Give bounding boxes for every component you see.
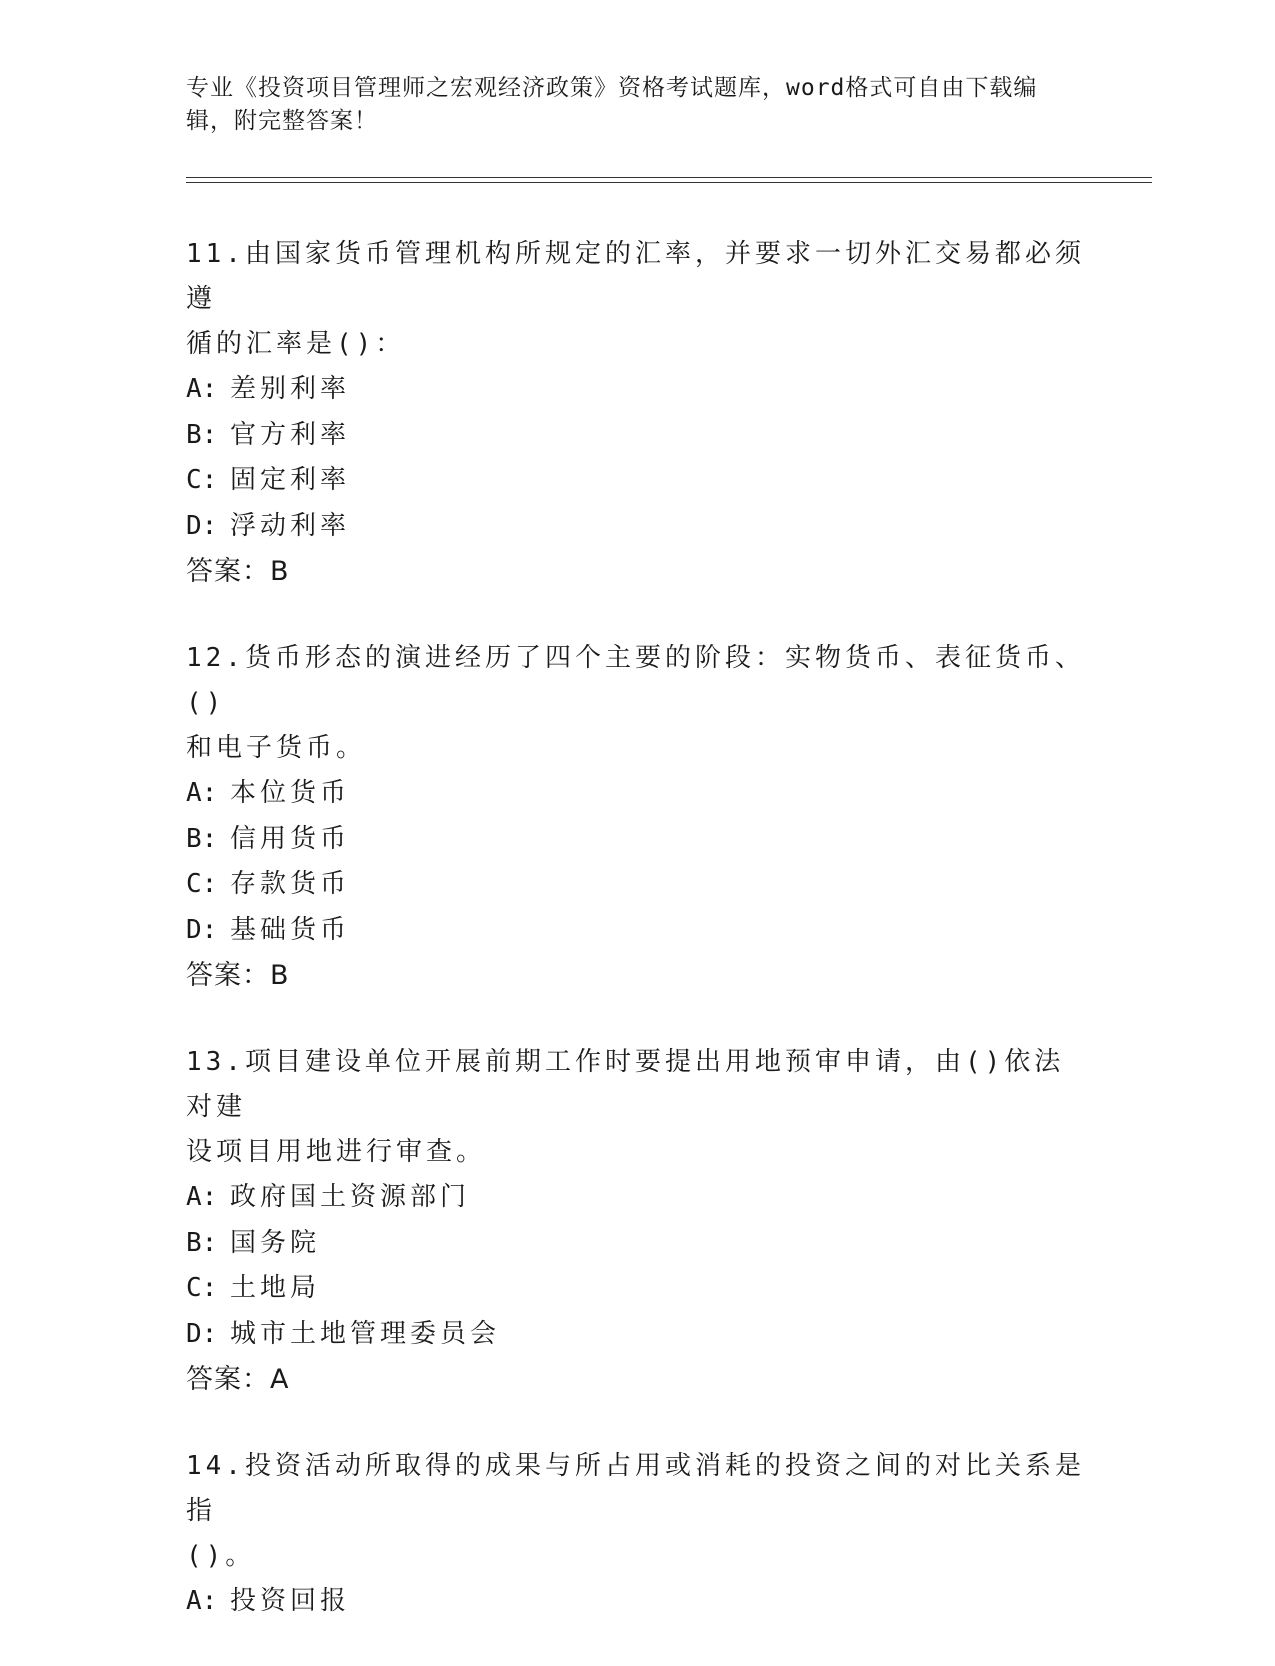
answer: 答案：B	[186, 556, 290, 587]
option-text: 存款货币	[230, 869, 351, 899]
question-11	[186, 232, 1086, 595]
option-key: A:	[186, 1182, 218, 1212]
question-stem-line-2: 设项目用地进行审查。	[186, 1137, 487, 1167]
question-stem-line-2: ()。	[186, 1541, 256, 1571]
option-key: C:	[186, 465, 218, 495]
question-stem-line-2: 和电子货币。	[186, 733, 367, 763]
answer: 答案：A	[186, 1364, 290, 1395]
option-text: 国务院	[230, 1227, 321, 1258]
option-text: 政府国土资源部门	[230, 1182, 471, 1212]
question-stem-line-1: 13.项目建设单位开展前期工作时要提出用地预审申请，由()依法对建	[186, 1047, 1065, 1122]
option-key: B:	[186, 419, 218, 450]
option-key: D:	[186, 914, 218, 945]
header-divider-top	[186, 177, 1152, 178]
question-13	[186, 1040, 1086, 1403]
option-c	[186, 458, 1086, 504]
option-c	[186, 862, 1086, 908]
header-divider-bottom	[186, 182, 1152, 183]
option-text: 城市土地管理委员会	[230, 1318, 501, 1349]
question-list	[186, 232, 1086, 1666]
option-d	[186, 1312, 1086, 1358]
document-header	[186, 72, 1066, 138]
answer: 答案：B	[186, 960, 290, 991]
option-key: A:	[186, 374, 218, 404]
option-key: A:	[186, 1586, 218, 1616]
option-key: A:	[186, 778, 218, 808]
question-12	[186, 636, 1086, 999]
question-stem-line-1: 14.投资活动所取得的成果与所占用或消耗的投资之间的对比关系是指	[186, 1451, 1085, 1526]
option-text: 官方利率	[230, 419, 351, 450]
option-d	[186, 908, 1086, 954]
option-a	[186, 1579, 1086, 1625]
option-a	[186, 1175, 1086, 1221]
option-a	[186, 771, 1086, 817]
option-text: 浮动利率	[230, 510, 351, 541]
option-text: 信用货币	[230, 823, 351, 854]
option-b	[186, 1221, 1086, 1267]
option-c	[186, 1266, 1086, 1312]
option-key: D:	[186, 510, 218, 541]
option-key: C:	[186, 1273, 218, 1303]
question-14	[186, 1444, 1086, 1625]
option-b	[186, 817, 1086, 863]
option-d	[186, 504, 1086, 550]
option-key: D:	[186, 1318, 218, 1349]
question-stem-line-1: 11.由国家货币管理机构所规定的汇率，并要求一切外汇交易都必须遵	[186, 239, 1085, 314]
option-text: 本位货币	[230, 778, 351, 808]
option-text: 土地局	[230, 1273, 321, 1303]
option-text: 投资回报	[230, 1586, 351, 1616]
option-text: 差别利率	[230, 374, 351, 404]
option-key: B:	[186, 1227, 218, 1258]
option-a	[186, 367, 1086, 413]
option-text: 基础货币	[230, 914, 351, 945]
option-key: B:	[186, 823, 218, 854]
option-b	[186, 413, 1086, 459]
question-stem-line-1: 12.货币形态的演进经历了四个主要的阶段：实物货币、表征货币、()	[186, 643, 1085, 718]
header-line-1: 专业《投资项目管理师之宏观经济政策》资格考试题库，word格式可自由下载编	[186, 75, 1038, 101]
header-line-2: 辑，附完整答案！	[186, 108, 378, 134]
option-text: 固定利率	[230, 465, 351, 495]
option-key: C:	[186, 869, 218, 899]
question-stem-line-2: 循的汇率是()：	[186, 329, 406, 359]
